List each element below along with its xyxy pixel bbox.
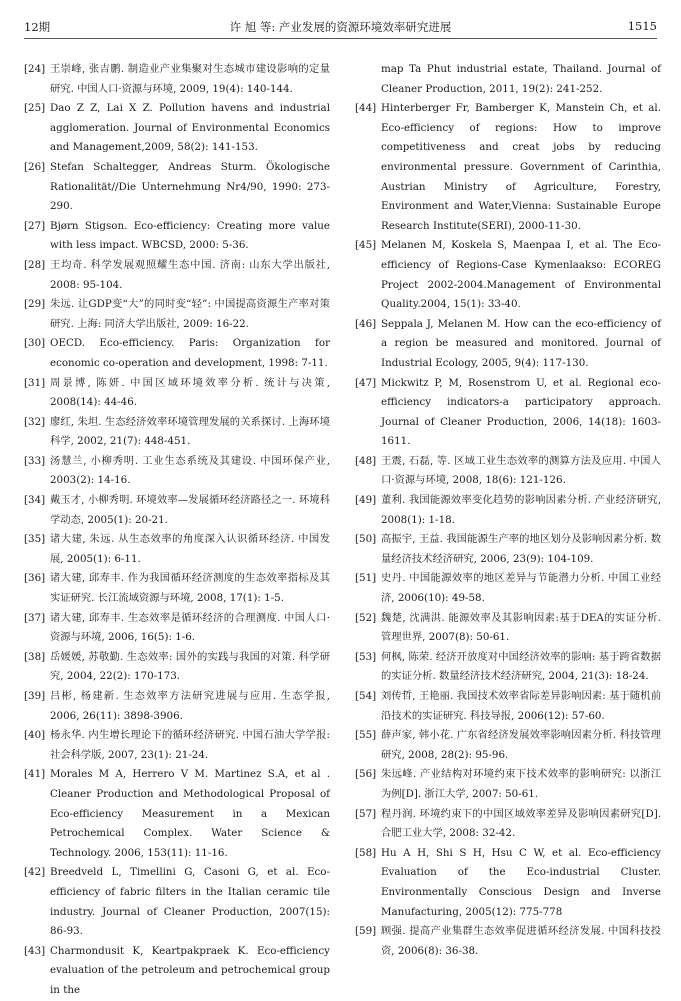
reference-text: Seppala J, Melanen M. How can the eco-efficiency of a region be measured and monitored. Journal of Industrial Ecology, 2005, 9(4): 117-130. <box>381 317 661 369</box>
reference-text: 汤慧兰, 小柳秀明. 工业生态系统及其建设. 中国环保产业, 2003(2): 14-16. <box>50 454 330 487</box>
reference-item <box>24 60 330 99</box>
reference-item <box>355 726 661 765</box>
reference-number: [57] <box>355 807 377 820</box>
reference-text: 王崇峰, 张吉鹏. 制造业产业集聚对生态城市建设影响的定量研究. 中国人口·资源与环境, 2009, 19(4): 140-144. <box>50 63 330 95</box>
reference-number: [25] <box>24 102 46 115</box>
reference-item <box>24 530 330 569</box>
reference-item <box>24 765 330 863</box>
reference-item <box>355 491 661 530</box>
reference-text: 顾强. 提高产业集群生态效率促进循环经济发展. 中国科技投资, 2006(8): 36-38. <box>381 925 661 957</box>
reference-number: [34] <box>24 494 46 507</box>
reference-number: [47] <box>355 376 377 389</box>
reference-text: 程丹润. 环境约束下的中国区域效率差异及影响因素研究[D]. 合肥工业大学, 2008: 32-42. <box>381 807 661 840</box>
reference-item <box>24 452 330 491</box>
reference-text: map Ta Phut industrial estate, Thailand. Journal of Cleaner Production, 2011, 19(2): 241-252. <box>381 63 661 95</box>
reference-text: Bjørn Stigson. Eco-efficiency: Creating more value with less impact. WBCSD, 2000: 5-36. <box>50 219 330 252</box>
reference-number: [32] <box>24 415 46 428</box>
reference-text: Stefan Schaltegger, Andreas Sturm. Ökologische Rationalität//Die Unternehmung Nr4/90, 1990: 273-290. <box>50 160 330 213</box>
reference-text: Melanen M, Koskela S, Maenpaa I, et al. The Eco-efficiency of Regions-Case Kymenlaakso: ECOREG Project 2002-2004.Management of Environmental Quality.2004, 15(1): 33-40. <box>381 239 661 311</box>
reference-text: 刘传哲, 王艳丽. 我国技术效率省际差异影响因素: 基于随机前沿技术的实证研究. 科技导报, 2006(12): 57-60. <box>381 690 661 722</box>
reference-number: [35] <box>24 533 46 546</box>
reference-number: [45] <box>355 239 377 252</box>
reference-text: 岳媛媛, 苏敬勤. 生态效率: 国外的实践与我国的对策. 科学研究, 2004, 22(2): 170-173. <box>50 650 330 683</box>
reference-item <box>24 687 330 726</box>
reference-text: 廖红, 朱坦. 生态经济效率环境管理发展的关系探讨. 上海环境科学, 2002, 21(7): 448-451. <box>50 415 330 448</box>
reference-item <box>24 295 330 334</box>
reference-item <box>24 648 330 687</box>
reference-text: 何枫, 陈荣. 经济开放度对中国经济效率的影响: 基于跨省数据的实证分析. 数量经济技术经济研究, 2004, 21(3): 18-24. <box>381 650 661 683</box>
reference-number: [37] <box>24 611 46 624</box>
reference-item <box>355 236 661 314</box>
reference-item <box>24 334 330 373</box>
reference-number: [36] <box>24 572 46 585</box>
reference-number: [42] <box>24 866 46 879</box>
reference-text: 周景博, 陈妍. 中国区域环境效率分析. 统计与决策, 2008(14): 44-46. <box>50 376 330 409</box>
reference-number: [55] <box>355 729 377 742</box>
reference-text: 戴玉才, 小柳秀明. 环境效率—发展循环经济路径之一. 环境科学动态, 2005(1): 20-21. <box>50 494 330 526</box>
reference-text: 薛声家, 韩小花. 广东省经济发展效率影响因素分析. 科技管理研究, 2008, 28(2): 95-96. <box>381 729 661 761</box>
reference-item <box>24 569 330 608</box>
reference-number: [31] <box>24 376 46 389</box>
reference-item <box>24 609 330 648</box>
reference-item <box>355 374 661 452</box>
reference-text: 董利. 我国能源效率变化趋势的影响因素分析. 产业经济研究, 2008(1): 1-18. <box>381 494 661 526</box>
reference-item <box>355 648 661 687</box>
reference-item <box>355 99 661 236</box>
reference-number: [50] <box>355 533 377 546</box>
reference-item <box>355 844 661 922</box>
reference-text: 诸大建, 邱寿丰. 作为我国循环经济测度的生态效率指标及其实证研究. 长江流域资源与环境, 2008, 17(1): 1-5. <box>50 572 330 605</box>
reference-text: OECD. Eco-efficiency. Paris: Organization for economic co-operation and development, 1998: 7-11. <box>50 337 330 369</box>
reference-text: Morales M A, Herrero V M. Martinez S.A, et al . Cleaner Production and Methodological Proposal of Eco-efficiency Measurement in a Mexican Petrochemical Complex. Water Science & Technology. 2006, 153(11): 11-16. <box>50 768 330 859</box>
reference-text: Breedveld L, Timellini G, Casoni G, et al. Eco-efficiency of fabric filters in the Italian ceramic tile industry. Journal of Cleaner Production, 2007(15): 86-93. <box>50 866 330 938</box>
reference-number: [56] <box>355 768 377 781</box>
reference-item <box>355 530 661 569</box>
reference-number: [51] <box>355 572 377 585</box>
reference-number: [59] <box>355 925 377 938</box>
reference-number: [24] <box>24 63 46 75</box>
reference-number: [29] <box>24 298 46 311</box>
reference-item <box>24 942 330 1001</box>
reference-number: [40] <box>24 729 46 742</box>
reference-number: [28] <box>24 258 46 271</box>
reference-text: Hinterberger Fr, Bamberger K, Manstein Ch, et al. Eco-efficiency of regions: How to improve competitiveness and creat jobs by reducing environmental pressure. Government of Carinthia, Austrian Ministry of Agriculture, Forestry, Environment and Water,Vienna: Sustainable Europe Research Institute(SERI), 2000-11-30. <box>381 102 661 232</box>
reference-number: [54] <box>355 690 377 702</box>
reference-text: 魏楚, 沈满洪. 能源效率及其影响因素:基于DEA的实证分析. 管理世界, 2007(8): 50-61. <box>381 611 661 644</box>
reference-text: 朱远峰. 产业结构对环境约束下技术效率的影响研究: 以浙江为例[D]. 浙江大学, 2007: 50-61. <box>381 768 661 800</box>
reference-text: 诸大建, 邱寿丰. 生态效率是循环经济的合理测度. 中国人口·资源与环境, 2006, 16(5): 1-6. <box>50 611 330 644</box>
reference-item <box>24 863 330 941</box>
reference-text: 吕彬, 杨建新. 生态效率方法研究进展与应用. 生态学报, 2006, 26(11): 3898-3906. <box>50 690 330 722</box>
reference-number: [26] <box>24 160 46 173</box>
reference-item <box>24 413 330 452</box>
reference-item <box>24 158 330 217</box>
reference-item <box>24 217 330 256</box>
reference-number: [39] <box>24 690 46 702</box>
reference-text: 诸大建, 朱远. 从生态效率的角度深入认识循环经济. 中国发展, 2005(1): 6-11. <box>50 533 330 565</box>
reference-item <box>355 805 661 844</box>
reference-text: Hu A H, Shi S H, Hsu C W, et al. Eco-efficiency Evaluation of the Eco-industrial Cluster. Environmentally Conscious Design and Inverse Manufacturing, 2005(12): 775-778 <box>381 846 661 918</box>
page-number: 1515 <box>627 19 657 33</box>
reference-number: [38] <box>24 650 46 663</box>
reference-item <box>24 256 330 295</box>
reference-number: [48] <box>355 454 377 467</box>
reference-item <box>355 609 661 648</box>
reference-number: [46] <box>355 317 377 330</box>
reference-text: 朱远. 让GDP变“大”的同时变“轻”: 中国提高资源生产率对策研究. 上海: 同济大学出版社, 2009: 16-22. <box>50 298 330 330</box>
reference-number: [44] <box>355 102 377 115</box>
reference-item <box>355 315 661 374</box>
reference-item <box>355 922 661 961</box>
reference-item <box>24 491 330 530</box>
reference-number: [49] <box>355 494 377 507</box>
reference-text: 史丹. 中国能源效率的地区差异与节能潜力分析. 中国工业经济, 2006(10): 49-58. <box>381 572 661 605</box>
running-title: 许 旭 等: 产业发展的资源环境效率研究进展 <box>229 20 452 34</box>
reference-text: 王均奇. 科学发展观照耀生态中国. 济南: 山东大学出版社, 2008: 95-104. <box>50 258 330 291</box>
reference-item <box>355 765 661 804</box>
left-column <box>24 60 330 1001</box>
reference-text: 杨永华. 内生增长理论下的循环经济研究. 中国石油大学学报: 社会科学版, 2007, 23(1): 21-24. <box>50 729 330 761</box>
reference-item <box>355 569 661 608</box>
reference-number: [58] <box>355 846 377 859</box>
reference-number: [43] <box>24 944 46 957</box>
reference-text: 王震, 石磊, 等. 区域工业生态效率的测算方法及应用. 中国人口·资源与环境, 2008, 18(6): 121-126. <box>381 454 661 487</box>
reference-item <box>355 687 661 726</box>
issue-number: 12期 <box>24 20 51 34</box>
reference-item <box>24 99 330 158</box>
reference-number: [53] <box>355 650 377 663</box>
reference-item <box>24 374 330 413</box>
reference-item <box>24 726 330 765</box>
reference-text: Mickwitz P, M, Rosenstrom U, et al. Regional eco-efficiency indicators-a participatory approach. Journal of Cleaner Production, 2006, 14(18): 1603-1611. <box>381 376 661 448</box>
reference-text: Dao Z Z, Lai X Z. Pollution havens and industrial agglomeration. Journal of Environmental Economics and Management,2009, 58(2): 141-153. <box>50 102 330 154</box>
reference-text: Charmondusit K, Keartpakpraek K. Eco-efficiency evaluation of the petroleum and petrochemical group in the <box>50 944 330 996</box>
reference-number: [52] <box>355 611 377 624</box>
reference-number: [27] <box>24 219 46 232</box>
reference-text: 高振宇, 王益. 我国能源生产率的地区划分及影响因素分析. 数量经济技术经济研究, 2006, 23(9): 104-109. <box>381 533 661 565</box>
reference-number: [41] <box>24 768 46 781</box>
reference-item <box>355 60 661 99</box>
reference-number: [33] <box>24 454 46 467</box>
right-column <box>355 60 661 961</box>
page-header <box>24 16 657 39</box>
reference-item <box>355 452 661 491</box>
reference-number: [30] <box>24 337 46 350</box>
